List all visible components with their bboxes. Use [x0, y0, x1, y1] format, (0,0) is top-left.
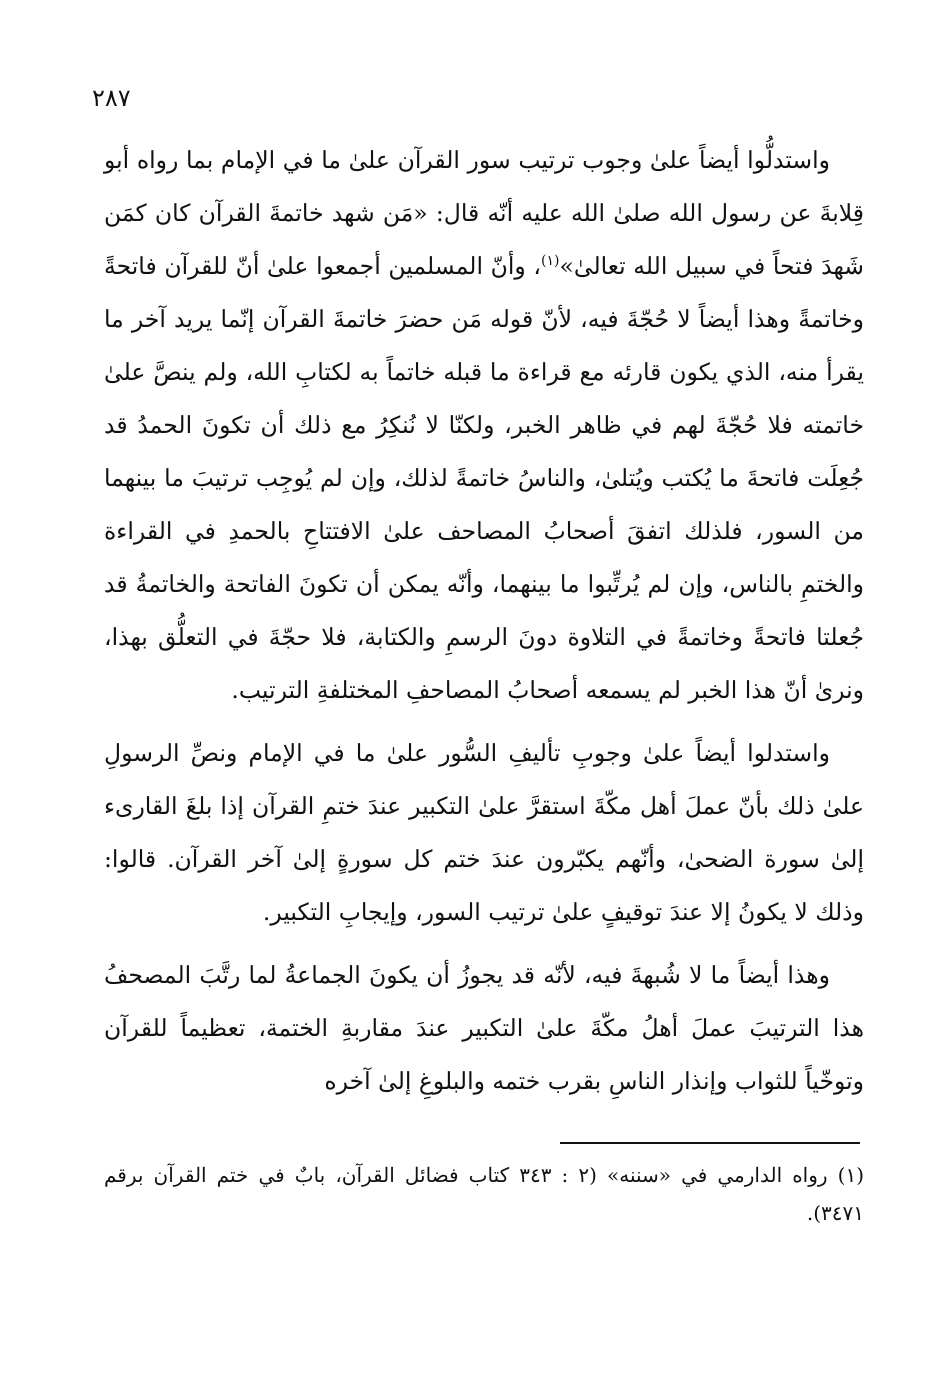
paragraph-1-text-before: واستدلُّوا أيضاً علىٰ وجوب ترتيب سور القرآن علىٰ ما في الإمام بما رواه أبو قِلابةَ عن رسول الله صلىٰ الله عليه أنّه قال: «مَن شهد خاتمةَ القرآن كان كمَن شَهدَ فتحاً في سبيل الله تعالىٰ» — [104, 146, 864, 280]
footnote: (١) رواه الدارمي في «سننه» (٢ : ٣٤٣ كتاب فضائل القرآن، بابٌ في ختم القرآن برقم ٣٤٧١). — [104, 1163, 864, 1225]
main-text — [104, 134, 864, 1108]
paragraph-1-text-after: ، وأنّ المسلمين أجمعوا علىٰ أنّ للقرآن فاتحةً وخاتمةً وهذا أيضاً لا حُجّةَ فيه، لأنّ قوله مَن حضرَ خاتمةَ القرآن إنّما يريد آخر ما يقرأ منه، الذي يكون قارئه مع قراءة ما قبله خاتماً به لكتابِ الله، ولم ينصَّ علىٰ خاتمته فلا حُجّةَ لهم في ظاهر الخبر، ولكنّا لا نُنكِرُ مع ذلك أن تكونَ الحمدُ قد جُعِلَت فاتحةَ ما يُكتب ويُتلىٰ، والناسُ خاتمةً لذلك، وإن لم يُوجِب ترتيبَ ما بينهما من السور، فلذلك اتفقَ أصحابُ المصاحف علىٰ الافتتاحِ بالحمدِ في القراءة والختمِ بالناس، وإن لم يُرتِّبوا ما بينهما، وأنّه يمكن أن تكونَ الفاتحة والخاتمةُ قد جُعلتا فاتحةً وخاتمةً في التلاوة دونَ الرسمِ والكتابة، فلا حجّةَ في التعلُّق بهذا، ونرىٰ أنّ هذا الخبر لم يسمعه أصحابُ المصاحفِ المختلفةِ الترتيب. — [104, 252, 864, 704]
footnote-marker: (١) — [541, 253, 560, 270]
paragraph-1 — [104, 134, 864, 717]
footnote-divider — [560, 1142, 860, 1144]
paragraph-3: وهذا أيضاً ما لا شُبهةَ فيه، لأنّه قد يجوزُ أن يكونَ الجماعةُ لما رتَّبَ المصحفُ هذا الترتيبَ عملَ أهلُ مكّةَ علىٰ التكبير عندَ مقاربةِ الختمة، تعظيماً للقرآن وتوخّياً للثواب وإنذار الناسِ بقرب ختمه والبلوغِ إلىٰ آخره — [104, 961, 864, 1095]
paragraph-2: واستدلوا أيضاً علىٰ وجوبِ تأليفِ السُّور علىٰ ما في الإمام ونصِّ الرسولِ علىٰ ذلك بأنّ عملَ أهل مكّةَ استقرَّ علىٰ التكبير عندَ ختمِ القرآن إذا بلغَ القارىء إلىٰ سورة الضحىٰ، وأنّهم يكبّرون عندَ ختم كل سورةٍ إلىٰ آخر القرآن. قالوا: وذلك لا يكونُ إلا عندَ توقيفٍ علىٰ ترتيب السور، وإيجابِ التكبير. — [104, 739, 864, 926]
page-number: ٢٨٧ — [92, 84, 131, 112]
